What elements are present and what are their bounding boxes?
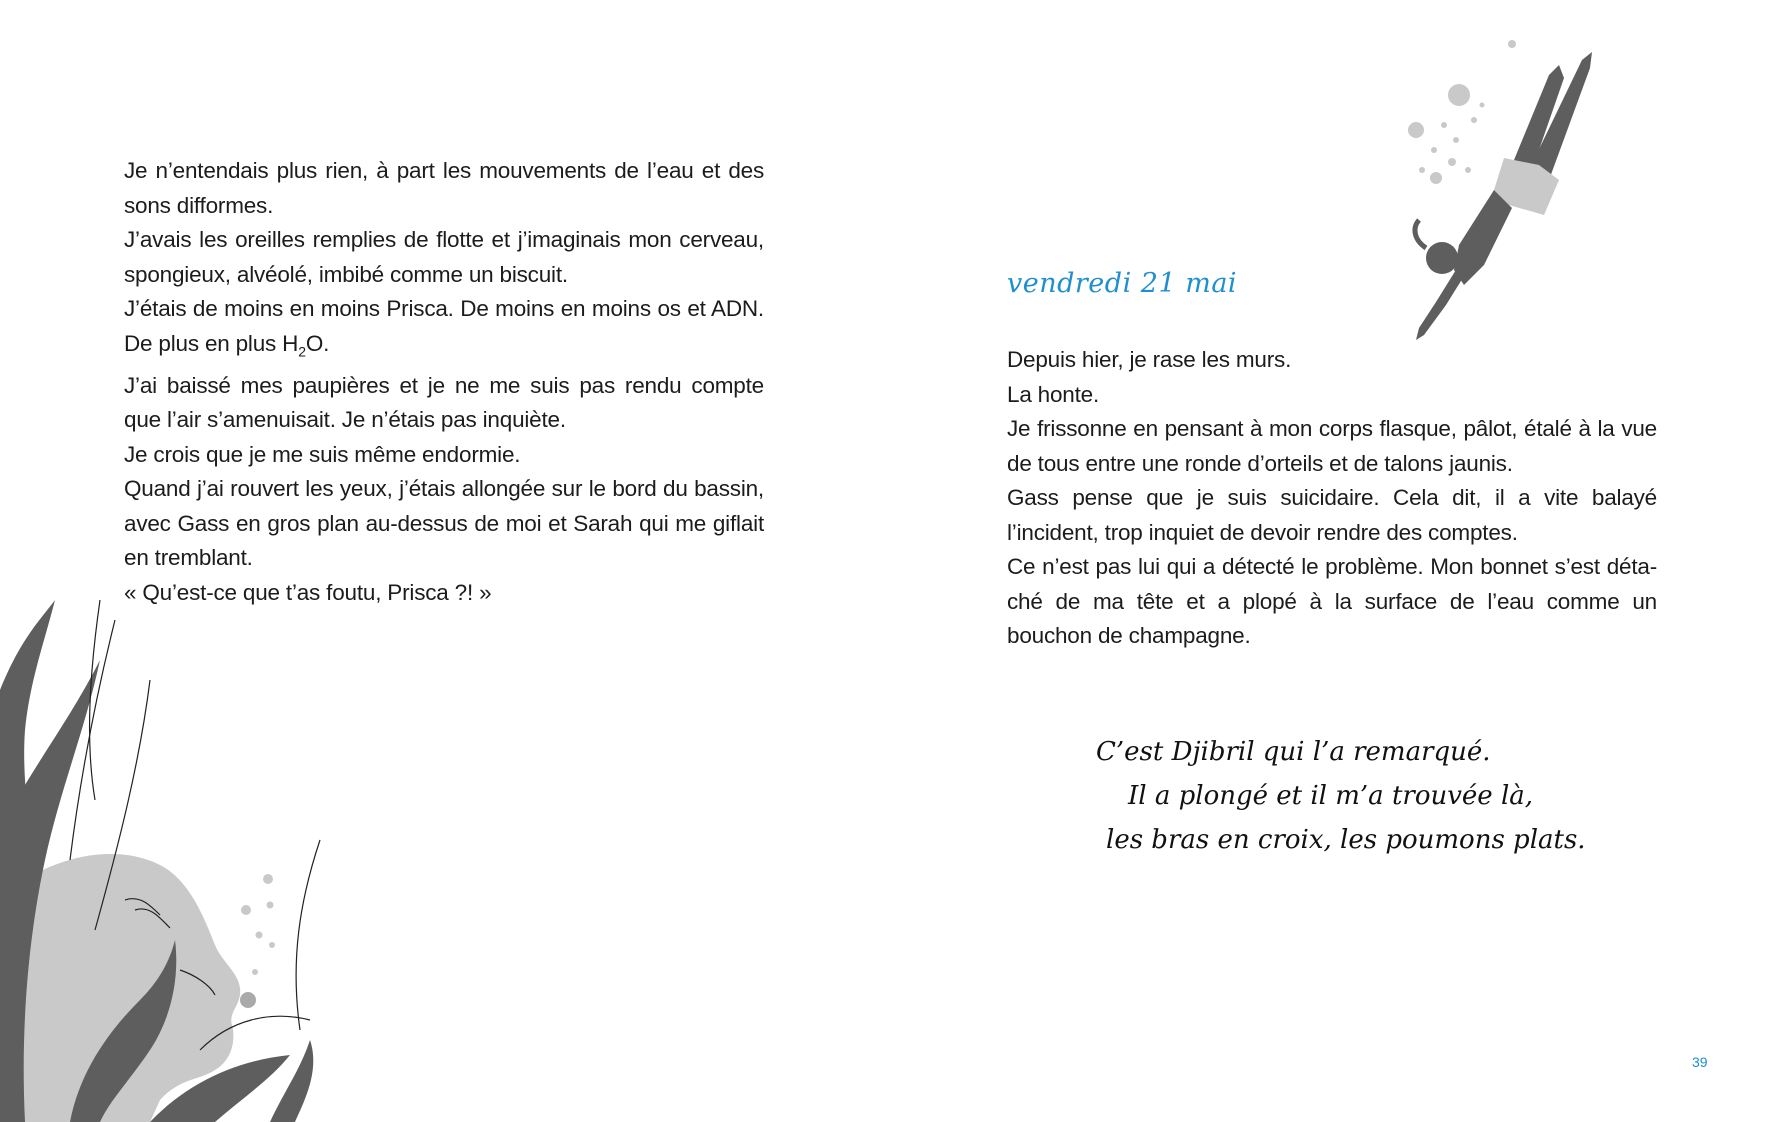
paragraph: Je frissonne en pensant à mon corps flasque, pâlot, étalé à la vue de tous entre une ronde d’orteils et de talons jaunis. (1007, 416, 1657, 476)
diver-illustration (1364, 30, 1594, 350)
paragraph: J’ai baissé mes paupières et je ne me suis pas rendu compte que l’air s’amenuisait. Je n’étais pas inquiète. (124, 372, 764, 432)
paragraph: Je n’entendais plus rien, à part les mouvements de l’eau et des sons difformes. (124, 158, 764, 218)
paragraph: La honte. (1007, 381, 1100, 407)
right-page-text (1007, 343, 1657, 654)
right-page (886, 0, 1772, 1122)
paragraph: Ce n’est pas lui qui a détecté le problème. Mon bonnet s’est déta-ché de ma tête et a plopé à la surface de l’eau comme un bouchon de champagne. (1007, 554, 1657, 648)
left-page-text (124, 154, 764, 610)
paragraph: Quand j’ai rouvert les yeux, j’étais allongée sur le bord du bassin, avec Gass en gros plan au-dessus de moi et Sarah qui me giflait en tremblant. (124, 476, 764, 570)
paragraph: Je crois que je me suis même endormie. (124, 441, 521, 467)
water-formula: $H_2O$. (282, 330, 330, 359)
paragraph: Gass pense que je suis suicidaire. Cela dit, il a vite balayé l’incident, trop inquiet de devoir rendre des comptes. (1007, 485, 1657, 545)
paragraph (124, 292, 764, 369)
handwritten-note (1096, 730, 1616, 862)
page-number: 39 (1692, 1054, 1708, 1070)
handwritten-line: les bras en croix, les poumons plats. (1106, 825, 1586, 855)
paragraph: J’avais les oreilles remplies de flotte et j’imaginais mon cerveau, spongieux, alvéolé, imbibé comme un biscuit. (124, 227, 764, 287)
paragraph: Depuis hier, je rase les murs. (1007, 347, 1292, 372)
handwritten-line: C’est Djibril qui l’a remarqué. (1096, 737, 1491, 767)
paragraph-text: J’étais de moins en moins Prisca. De moins en moins os et ADN. De plus en plus (124, 296, 764, 356)
date-heading: vendredi 21 mai (1007, 268, 1238, 299)
handwritten-line: Il a plongé et il m’a trouvée là, (1128, 781, 1534, 811)
paragraph: « Qu’est-ce que t’as foutu, Prisca ?! » (124, 579, 492, 605)
underwater-girl-illustration (0, 600, 340, 1122)
